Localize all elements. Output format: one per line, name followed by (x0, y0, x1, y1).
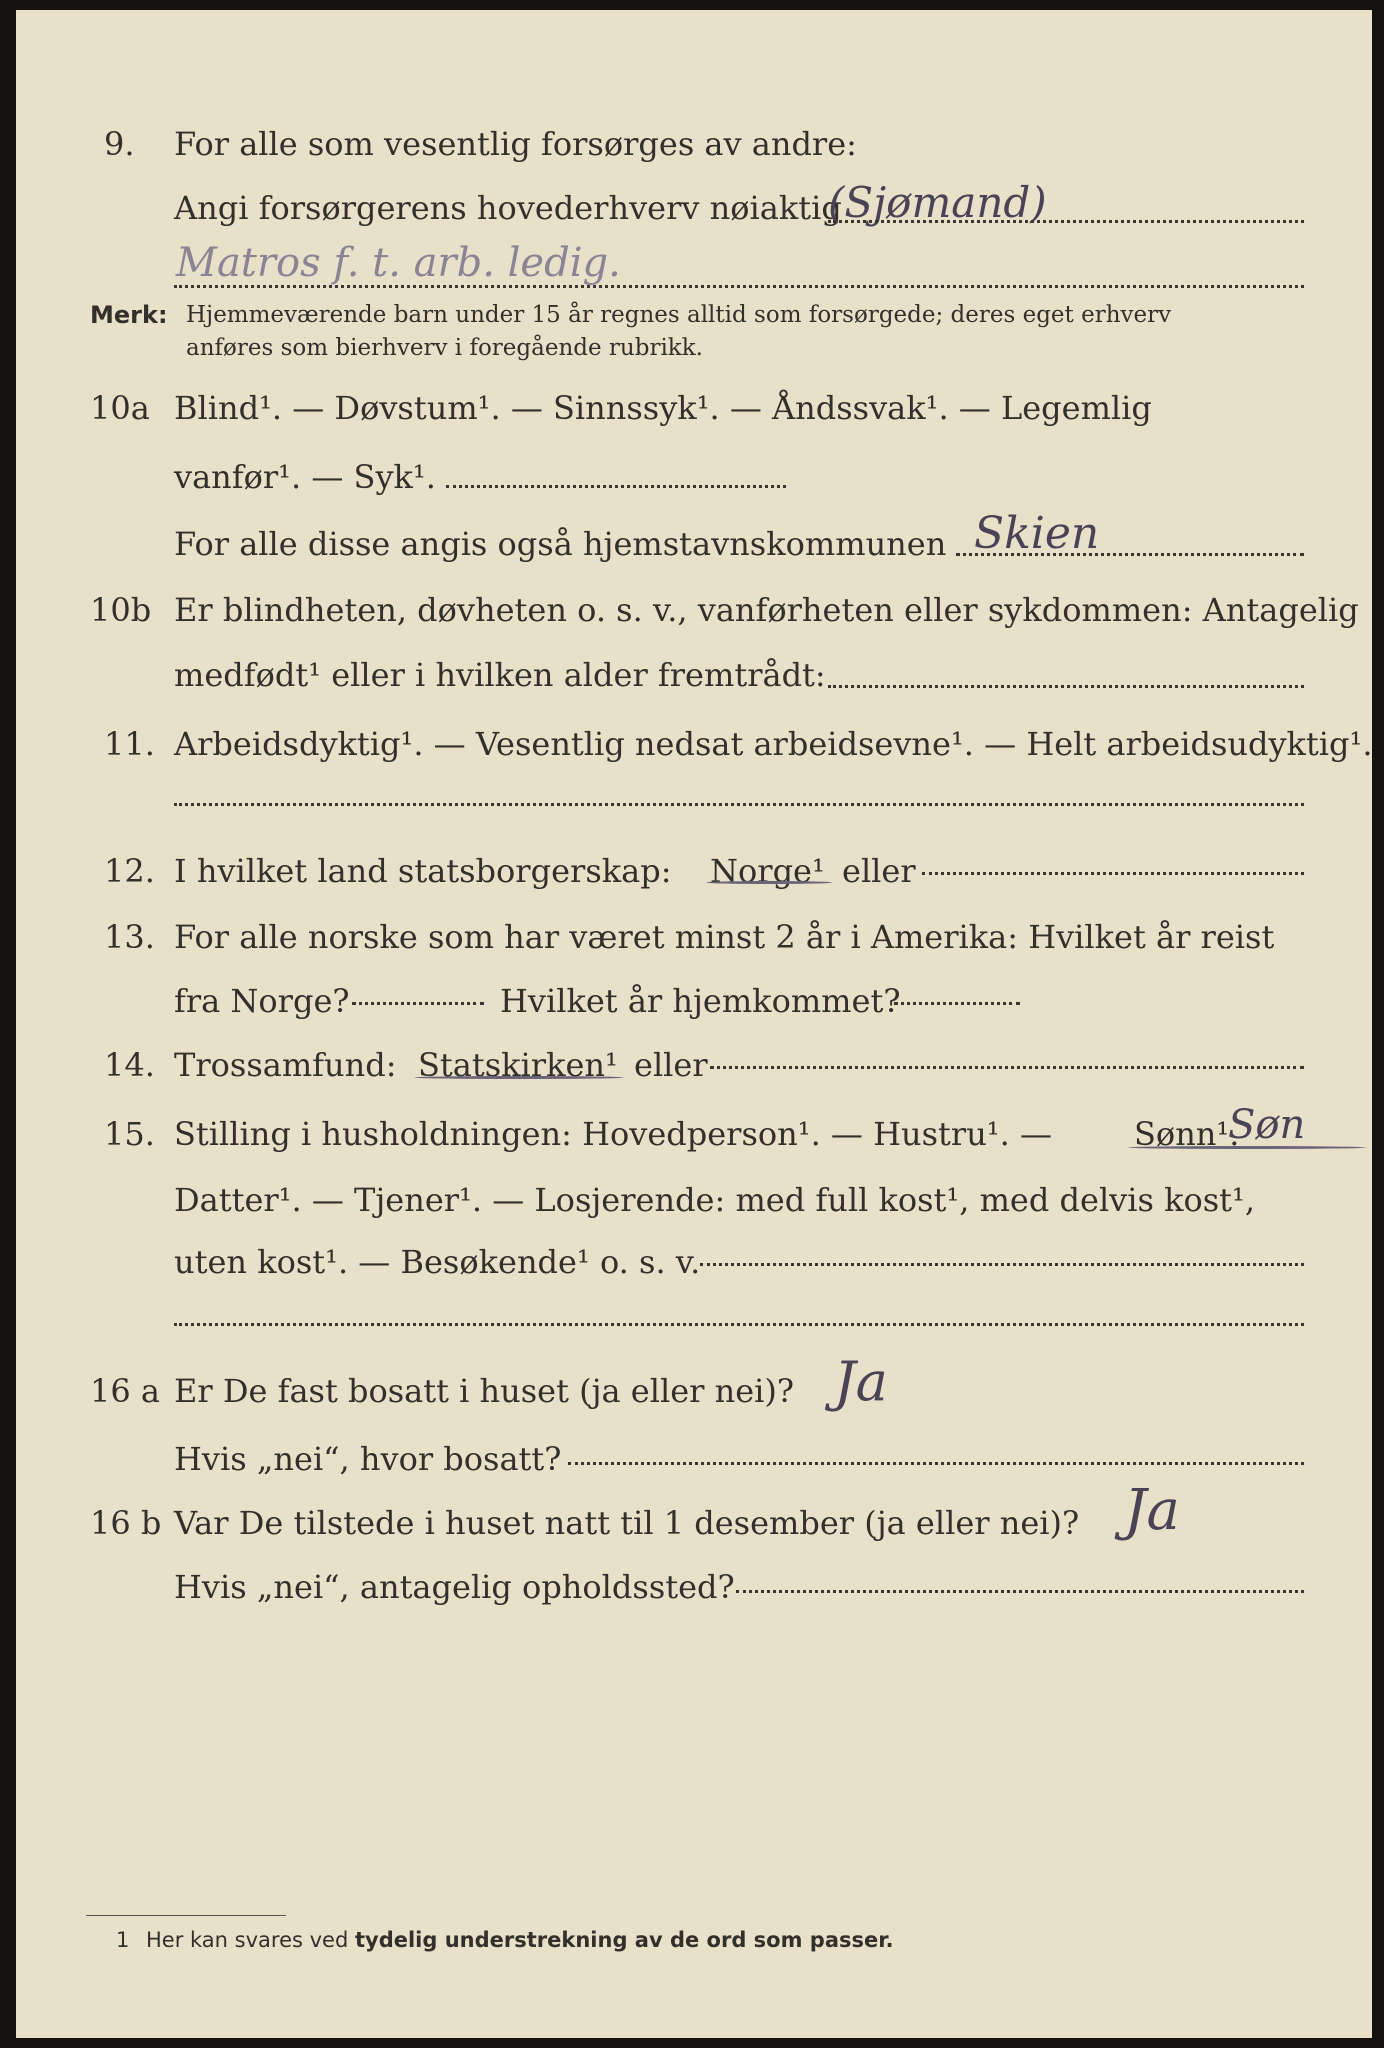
q15-answer-line-2 (174, 1323, 1304, 1326)
q14-statskirken-underline (414, 1076, 624, 1079)
footnote-text-a: Her kan svares ved (146, 1928, 349, 1952)
q15-line1: Stilling i husholdningen: Hovedperson¹. — Hustru¹. — (174, 1115, 1052, 1153)
question-number-13: 13. (104, 918, 155, 956)
q16b-line2: Hvis „nei“, antagelig opholdssted? (174, 1568, 735, 1606)
q10a-line2: vanfør¹. — Syk¹. (174, 458, 436, 496)
q10b-line2: medfødt¹ eller i hvilken alder fremtrådt: (174, 656, 826, 694)
q12-eller: eller (842, 852, 916, 890)
q14-eller: eller (634, 1046, 708, 1084)
q15-line2: Datter¹. — Tjener¹. — Losjerende: med full kost¹, med delvis kost¹, (174, 1181, 1256, 1219)
q10a-line3: For alle disse angis også hjemstavnskommunen (174, 525, 947, 563)
q14-statskirken: Statskirken¹ (418, 1046, 618, 1084)
q16b-handwritten-answer: Ja (1124, 1478, 1180, 1543)
footnote-text-b: tydelig understrekning av de ord som passer. (354, 1928, 894, 1952)
q9-handwritten-answer: (Sjømand) (828, 178, 1047, 227)
footnote-text (146, 1930, 894, 1951)
q12-text: I hvilket land statsborgerskap: (174, 852, 672, 890)
q9-line1: For alle som vesentlig forsørges av andre: (174, 125, 857, 163)
q11-answer-line (174, 803, 1304, 806)
q9-answer-line-2 (174, 285, 1304, 288)
q16a-line1: Er De fast bosatt i huset (ja eller nei)? (174, 1372, 795, 1410)
census-form-page (16, 10, 1372, 2038)
q10b-line1: Er blindheten, døvheten o. s. v., vanførheten eller sykdommen: Antagelig (174, 591, 1359, 629)
question-number-14: 14. (104, 1046, 155, 1084)
q15-handwritten-answer: Søn (1228, 1102, 1306, 1148)
question-number-16a: 16 a (90, 1372, 160, 1410)
q9-handwritten-answer-2: Matros f. t. arb. ledig. (176, 240, 621, 286)
q16a-handwritten-answer: Ja (834, 1350, 888, 1413)
footnote-rule (86, 1915, 286, 1916)
merk-line1: Hjemmeværende barn under 15 år regnes alltid som forsørgede; deres eget erhverv (186, 302, 1172, 328)
question-number-12: 12. (104, 852, 155, 890)
q13-line2b: Hvilket år hjemkommet? (500, 982, 901, 1020)
merk-line2: anføres som bierhverv i foregående rubrikk. (186, 335, 703, 361)
q16b-line1: Var De tilstede i huset natt til 1 desember (ja eller nei)? (174, 1504, 1080, 1542)
q10b-answer-line (828, 685, 1304, 688)
q12-norge-underline (706, 881, 832, 884)
q9-answer-line (828, 220, 1304, 223)
q14-answer-line (710, 1066, 1304, 1069)
q12-norge: Norge¹ (710, 852, 825, 890)
question-number-15: 15. (104, 1115, 155, 1153)
footnote-mark: 1 (116, 1928, 130, 1952)
q10a-line1: Blind¹. — Døvstum¹. — Sinnssyk¹. — Åndssvak¹. — Legemlig (174, 389, 1152, 427)
question-number-10b: 10b (90, 591, 152, 629)
q13-hjemkommet-line (894, 1002, 1020, 1005)
q12-answer-line (922, 872, 1304, 875)
q16a-answer-line (568, 1462, 1304, 1465)
q11-line1: Arbeidsdyktig¹. — Vesentlig nedsat arbeidsevne¹. — Helt arbeidsudyktig¹. (174, 725, 1372, 763)
q16b-answer-line (736, 1590, 1304, 1593)
q10a-handwritten-answer: Skien (974, 508, 1100, 559)
merk-label: Merk: (90, 301, 168, 329)
q15-sonn: Sønn¹. (1134, 1115, 1240, 1153)
question-number-16b: 16 b (90, 1504, 162, 1542)
question-number-11: 11. (104, 725, 155, 763)
q13-line2a: fra Norge? (174, 982, 350, 1020)
q13-line1: For alle norske som har været minst 2 år i Amerika: Hvilket år reist (174, 918, 1275, 956)
question-number-10a: 10a (90, 389, 150, 427)
q16a-line2: Hvis „nei“, hvor bosatt? (174, 1440, 562, 1478)
q14-text: Trossamfund: (174, 1046, 397, 1084)
q10a-answer-line (956, 553, 1304, 556)
question-number-9: 9. (104, 125, 135, 163)
q15-line3: uten kost¹. — Besøkende¹ o. s. v. (174, 1243, 701, 1281)
q15-sonn-underline (1128, 1146, 1366, 1149)
q10a-syk-line (446, 485, 786, 488)
q13-reist-line (352, 1002, 484, 1005)
q9-line2: Angi forsørgerens hovederhverv nøiaktig (174, 189, 842, 227)
q15-answer-line (700, 1263, 1304, 1266)
